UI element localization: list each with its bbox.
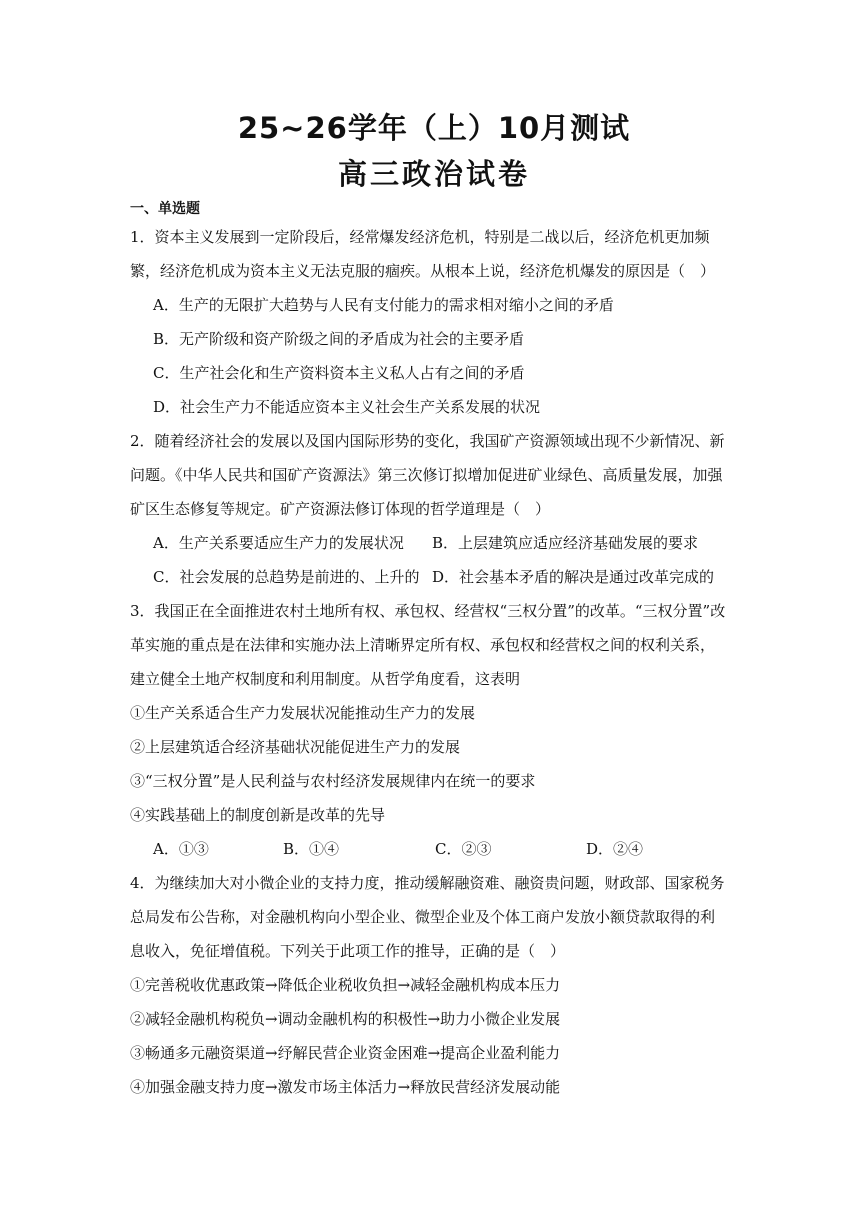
- q2-stem-line1: 2．随着经济社会的发展以及国内国际形势的变化，我国矿产资源领域出现不少新情况、新: [130, 432, 725, 450]
- q4-stem-line3: 息收入，免征增值税。下列关于此项工作的推导，正确的是（ ）: [130, 942, 566, 960]
- q4-statement-2: ②减轻金融机构税负→调动金融机构的积极性→助力小微企业发展: [130, 1010, 561, 1028]
- q1-stem-line1: 1．资本主义发展到一定阶段后，经常爆发经济危机，特别是二战以后，经济危机更加频: [130, 228, 710, 246]
- q3-stem-line3: 建立健全土地产权制度和利用制度。从哲学角度看，这表明: [130, 670, 521, 688]
- q4-stem-line2: 总局发布公告称，对金融机构向小型企业、微型企业及个体工商户发放小额贷款取得的利: [130, 908, 716, 926]
- q3-statement-1: ①生产关系适合生产力发展状况能推动生产力的发展: [130, 704, 476, 722]
- q2-option-a: A．生产关系要适应生产力的发展状况: [153, 534, 404, 552]
- q2-option-c: C．社会发展的总趋势是前进的、上升的: [153, 568, 420, 586]
- q4-statement-3: ③畅通多元融资渠道→纾解民营企业资金困难→提高企业盈利能力: [130, 1044, 561, 1062]
- q2-stem-line3: 矿区生态修复等规定。矿产资源法修订体现的哲学道理是（ ）: [130, 500, 551, 518]
- q4-statement-1: ①完善税收优惠政策→降低企业税收负担→减轻金融机构成本压力: [130, 976, 561, 994]
- q3-statement-2: ②上层建筑适合经济基础状况能促进生产力的发展: [130, 738, 461, 756]
- q1-option-d: D．社会生产力不能适应资本主义社会生产关系发展的状况: [153, 398, 541, 416]
- q3-option-a: A．①③: [153, 840, 209, 858]
- q3-stem-line2: 革实施的重点是在法律和实施办法上清晰界定所有权、承包权和经营权之间的权利关系，: [130, 636, 716, 654]
- q3-stem-line1: 3．我国正在全面推进农村土地所有权、承包权、经营权“三权分置”的改革。“三权分置”改: [130, 602, 726, 620]
- q2-option-b: B．上层建筑应适应经济基础发展的要求: [432, 534, 699, 552]
- q4-stem-line1: 4．为继续加大对小微企业的支持力度，推动缓解融资难、融资贵问题，财政部、国家税务: [130, 874, 725, 892]
- q3-option-c: C．②③: [435, 840, 492, 858]
- q4-statement-4: ④加强金融支持力度→激发市场主体活力→释放民营经济发展动能: [130, 1078, 561, 1096]
- q1-option-c: C．生产社会化和生产资料资本主义私人占有之间的矛盾: [153, 364, 525, 382]
- exam-subtitle: 高三政治试卷: [337, 157, 530, 191]
- exam-title: 25~26学年（上）10月测试: [237, 111, 631, 145]
- q3-option-d: D．②④: [586, 840, 644, 858]
- q2-option-d: D．社会基本矛盾的解决是通过改革完成的: [432, 568, 715, 586]
- q3-option-b: B．①④: [283, 840, 340, 858]
- q3-statement-4: ④实践基础上的制度创新是改革的先导: [130, 806, 386, 824]
- q1-option-b: B．无产阶级和资产阶级之间的矛盾成为社会的主要矛盾: [153, 330, 525, 348]
- q1-option-a: A．生产的无限扩大趋势与人民有支付能力的需求相对缩小之间的矛盾: [153, 296, 614, 314]
- q3-statement-3: ③“三权分置”是人民利益与农村经济发展规律内在统一的要求: [130, 772, 536, 790]
- q1-stem-line2: 繁，经济危机成为资本主义无法克服的痼疾。从根本上说，经济危机爆发的原因是（ ）: [130, 262, 716, 280]
- section-heading: 一、单选题: [130, 201, 200, 217]
- q2-stem-line2: 问题。《中华人民共和国矿产资源法》第三次修订拟增加促进矿业绿色、高质量发展，加强: [130, 466, 723, 484]
